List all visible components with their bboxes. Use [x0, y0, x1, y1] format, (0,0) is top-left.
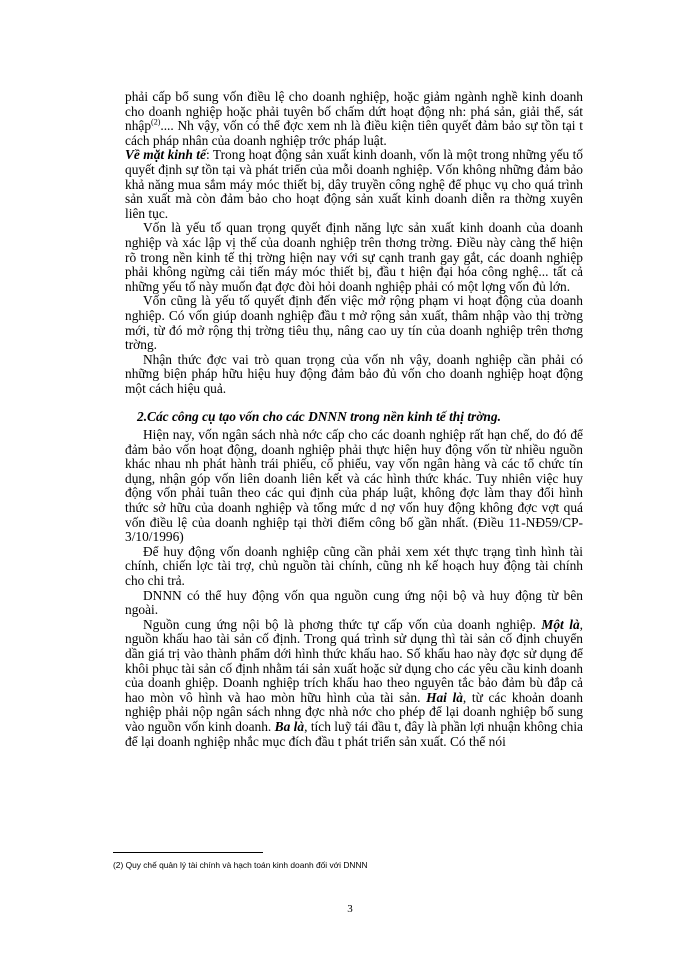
footnote-ref: (2) [151, 117, 161, 127]
footnote: (2) Quy chế quản lý tài chính và hạch toán kinh doanh đối với DNNN [113, 860, 368, 870]
paragraph-text: phải cấp bổ sung vốn điều lệ cho doanh nghiệp, hoặc giảm ngành nghề kinh doanh cho doanh nghiệp hoặc phải tuyên bố chấm dứt hoạt động nh: phá sản, giải thể, sát nhập [125, 89, 583, 134]
paragraph-text: , nguồn khấu hao tài sản cố định. Trong quá trình sử dụng thì tài sản cố định chuyển dần giá trị vào thành phẩm dới hình thức khấu hao. Số khấu hao này đợc sử dụng để khôi phục tài sản cố định nhằm tái sản xuất hoặc sử dụng cho các yêu cầu kinh doanh của doanh ghiệp. Doanh nghiệp trích khấu hao theo nguyên tắc bảo đảm bù đắp cả hao mòn vô hình và hao mòn hữu hình của tài sản. [125, 616, 583, 705]
section-heading: 2.Các công cụ tạo vốn cho các DNNN trong nền kinh tế thị trờng. [137, 409, 501, 425]
body-text [125, 90, 583, 749]
enum-label-three: Ba là [274, 718, 305, 734]
paragraph-text: Nguồn cung ứng nội bộ là phơng thức tự cấp vốn của doanh nghiệp. [143, 616, 542, 632]
footnote-divider [113, 852, 263, 853]
enum-label-two: Hai là [426, 689, 463, 705]
paragraph-text: : Trong hoạt động sản xuất kinh doanh, vốn là một trong những yếu tố quyết định sự tồn tại và phát triển của mỗi doanh nghiệp. Vốn không những đảm bảo khả năng mua sắm máy móc thiết bị, dây truyền công nghệ để phục vụ cho quá trình sản xuất mà còn đảm bảo cho hoạt động sản xuất kinh doanh diễn ra thờng xuyên liên tục. [125, 147, 583, 221]
paragraph-2 [125, 148, 583, 221]
enum-label-one: Một là [541, 616, 580, 632]
economic-label: Về mặt kinh tế [125, 147, 206, 163]
paragraph-1 [125, 90, 583, 148]
paragraph-4: Vốn cũng là yếu tố quyết định đến việc mở rộng phạm vi hoạt động của doanh nghiệp. Có vốn giúp doanh nghiệp đầu t mở rộng sản xuất, thâm nhập vào thị trờng mới, từ đó mở rộng thị trờng tiêu thụ, nâng cao uy tín của doanh nghiệp trên thơng trờng. [125, 293, 583, 353]
paragraph-8: DNNN có thể huy động vốn qua nguồn cung ứng nội bộ và huy động từ bên ngoài. [125, 587, 583, 618]
paragraph-text: .... Nh vậy, vốn có thể đợc xem nh là điều kiện tiên quyết đảm bảo sự tồn tại t cách pháp nhân của doanh nghiệp trớc pháp luật. [125, 118, 583, 148]
paragraph-5: Nhận thức đợc vai trò quan trọng của vốn nh vậy, doanh nghiệp cần phải có những biện pháp hữu hiệu huy động đảm bảo đủ vốn cho doanh nghiệp hoạt động một cách hiệu quả. [125, 351, 583, 396]
paragraph-text: , từ các khoản doanh nghiệp phải nộp ngân sách nhng đợc nhà nớc cho phép để lại doanh nghiệp bổ sung vào nguồn vốn kinh doanh. [125, 689, 583, 734]
paragraph-7: Để huy động vốn doanh nghiệp cũng cần phải xem xét thực trạng tình hình tài chính, chiến lợc tài trợ, chủ nguồn tài chính, cũng nh kế hoạch huy động tài chính cho chi trả. [125, 543, 583, 588]
paragraph-3: Vốn là yếu tố quan trọng quyết định năng lực sản xuất kinh doanh của doanh nghiệp và xác lập vị thế của doanh nghiệp trên thơng trờng. Điều này càng thể hiện rõ trong nền kinh tế thị trờng hiện nay với sự cạnh tranh gay gắt, các doanh nghiệp phải không ngừng cải tiến máy móc thiết bị, đầu t hiện đại hóa công nghệ... tất cả những yếu tố này muốn đạt đợc đòi hỏi doanh nghiệp phải có một lợng vốn đủ lớn. [125, 220, 583, 294]
paragraph-text: , tích luỹ tái đầu t, đây là phần lợi nhuận không chia để lại doanh nghiệp nhắc mục đích đầu t phát triển sản xuất. Có thể nói [125, 718, 583, 749]
paragraph-6: Hiện nay, vốn ngân sách nhà nớc cấp cho các doanh nghiệp rất hạn chế, do đó để đảm bảo vốn hoạt động, doanh nghiệp phải thực hiện huy động vốn từ nhiều nguồn khác nhau nh phát hành trái phiếu, cổ phiếu, vay vốn ngân hàng và các tổ chức tín dụng, nhận góp vốn liên doanh liên kết và các hình thức khác. Tuy nhiên việc huy động vốn phải tuân theo các qui định của pháp luật, không đợc làm thay đổi hình thức sở hữu của doanh nghiệp và tổng mức d nợ vốn huy động không đợc vợt quá vốn điều lệ của doanh nghiệp tại thời điểm công bố gần nhất. (Điều 11-NĐ59/CP-3/10/1996) [125, 427, 583, 545]
page-number: 3 [347, 903, 353, 915]
paragraph-9 [125, 618, 583, 749]
